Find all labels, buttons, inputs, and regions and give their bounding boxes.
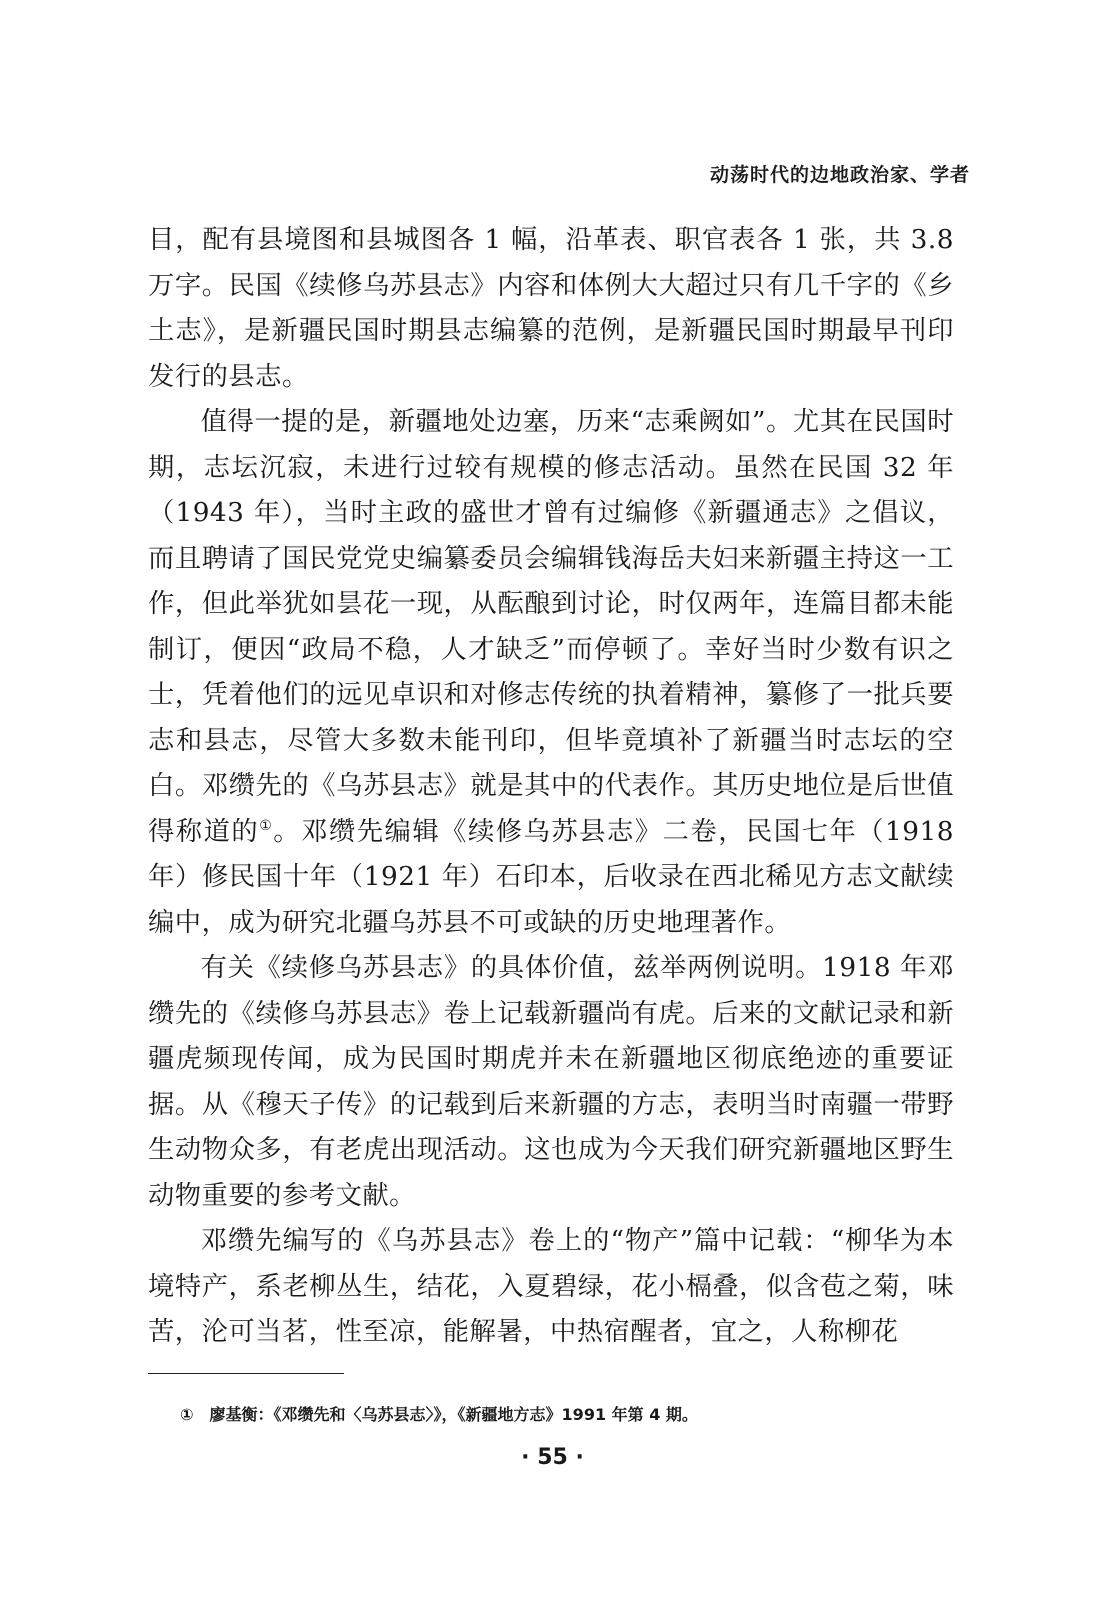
paragraph-4: 邓缵先编写的《乌苏县志》卷上的“物产”篇中记载：“柳华为本境特产，系老柳丛生，结花，入夏碧绿，花小槅叠，似含苞之菊，味苦，沦可当茗，性至凉，能解暑，中热宿醒者，宜之，人称柳花 [148,1226,954,1347]
footnote-mark: ① [180,1405,194,1424]
footnote [180,1402,950,1425]
paragraph-2-text-continued: 。邓缵先编辑《续修乌苏县志》二卷，民国七年（1918 年）修民国十年（1921 年）石印本，后收录在西北稀见方志文献续编中，成为研究北疆乌苏县不可或缺的历史地理著作。 [148,816,954,938]
paragraph-2 [148,400,954,946]
paragraph-1: 目，配有县境图和县城图各 1 幅，沿革表、职官表各 1 张，共 3.8 万字。民国《续修乌苏县志》内容和体例大大超过只有几千字的《乡土志》，是新疆民国时期县志编纂的范例，是新疆民国时期最早刊印发行的县志。 [148,225,954,392]
page-number: · 55 · [521,1445,584,1470]
body-text [148,218,954,1356]
footnote-divider [148,1373,344,1374]
paragraph-2-text: 值得一提的是，新疆地处边塞，历来“志乘阙如”。尤其在民国时期，志坛沉寂，未进行过较有规模的修志活动。虽然在民国 32 年（1943 年），当时主政的盛世才曾有过编修《新疆通志》之倡议，而且聘请了国民党党史编纂委员会编辑钱海岳夫妇来新疆主持这一工作，但此举犹如昙花一现，从酝酿到讨论，时仅两年，连篇目都未能制订，便因“政局不稳，人才缺乏”而停顿了。幸好当时少数有识之士，凭着他们的远见卓识和对修志传统的执着精神，纂修了一批兵要志和县志，尽管大多数未能刊印，但毕竟填补了新疆当时志坛的空白。邓缵先的《乌苏县志》就是其中的代表作。其历史地位是后世值得称道的 [148,407,954,847]
footnote-text: 廖基衡：《邓缵先和〈乌苏县志〉》，《新疆地方志》1991 年第 4 期。 [209,1405,698,1424]
paragraph-3: 有关《续修乌苏县志》的具体价值，兹举两例说明。1918 年邓缵先的《续修乌苏县志》卷上记载新疆尚有虎。后来的文献记录和新疆虎频现传闻，成为民国时期虎并未在新疆地区彻底绝迹的重要证据。从《穆天子传》的记载到后来新疆的方志，表明当时南疆一带野生动物众多，有老虎出现活动。这也成为今天我们研究新疆地区野生动物重要的参考文献。 [148,953,954,1211]
footnote-reference[interactable]: ① [259,817,274,834]
running-header: 动荡时代的边地政治家、学者 [709,164,970,186]
